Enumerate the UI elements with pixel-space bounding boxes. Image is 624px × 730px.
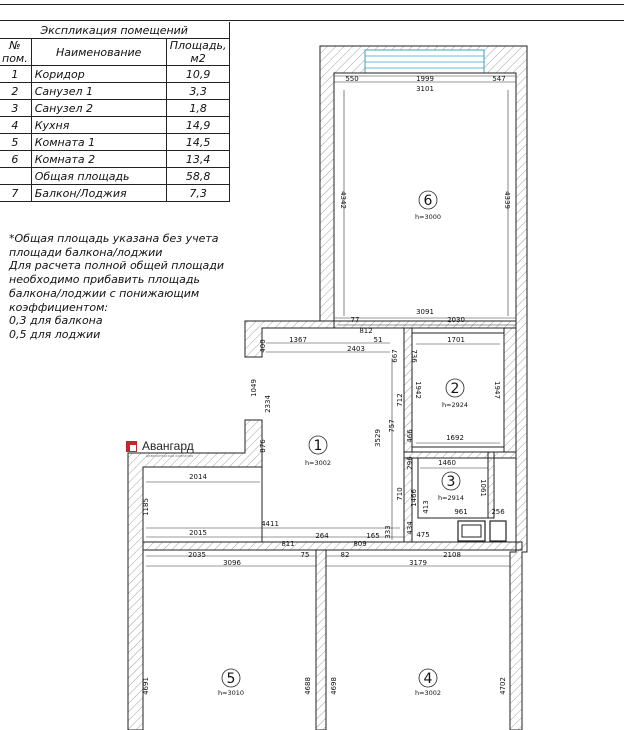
table-row: 5 Комната 1 14,5 bbox=[0, 134, 230, 151]
dimension-label: 1947 bbox=[493, 381, 501, 399]
svg-text:3: 3 bbox=[446, 474, 456, 490]
dimension-label: 2030 bbox=[447, 316, 465, 324]
dimension-label: 1061 bbox=[479, 479, 487, 497]
svg-text:h=3010: h=3010 bbox=[217, 689, 245, 697]
dimension-label: 2108 bbox=[443, 551, 461, 559]
dimension-label: 4691 bbox=[142, 677, 150, 695]
dimension-label: 51 bbox=[373, 336, 383, 344]
dimension-label: 1185 bbox=[142, 498, 150, 516]
dimension-label: 296 bbox=[406, 456, 414, 470]
dimension-label: 1701 bbox=[447, 336, 465, 344]
dimension-label: 667 bbox=[391, 349, 399, 363]
dimension-label: 165 bbox=[366, 532, 380, 540]
dimension-label: 3529 bbox=[374, 429, 382, 447]
dimension-label: 712 bbox=[396, 393, 404, 407]
room-marker-3 bbox=[438, 472, 464, 502]
dimension-label: 75 bbox=[300, 551, 310, 559]
column-header-area: Площадь, м2 bbox=[166, 39, 230, 66]
dimension-label: 1466 bbox=[410, 489, 418, 507]
dimension-label: 3091 bbox=[416, 308, 434, 316]
dimension-label: 77 bbox=[350, 316, 360, 324]
dimension-label: 4702 bbox=[499, 677, 507, 695]
svg-text:1: 1 bbox=[313, 438, 323, 454]
note-line: площади балкона/лоджии bbox=[9, 245, 163, 259]
note-line: *Общая площадь указана без учета bbox=[9, 232, 219, 245]
svg-text:2: 2 bbox=[450, 381, 460, 397]
dimension-label: 1049 bbox=[250, 379, 258, 397]
table-row: 6 Комната 2 13,4 bbox=[0, 151, 230, 168]
dimension-label: 1692 bbox=[446, 434, 464, 442]
svg-text:h=3002: h=3002 bbox=[304, 459, 332, 467]
dimension-label: 547 bbox=[492, 75, 506, 83]
table-row: 7 Балкон/Лоджия 7,3 bbox=[0, 185, 230, 202]
dimension-label: 1999 bbox=[416, 75, 434, 83]
dimension-label: 4698 bbox=[330, 677, 338, 695]
dimension-label: 1367 bbox=[289, 336, 307, 344]
room-marker-5 bbox=[218, 669, 244, 697]
svg-text:h=3002: h=3002 bbox=[414, 689, 442, 697]
dimension-label: 811 bbox=[281, 540, 295, 548]
dimension-label: 3179 bbox=[409, 559, 427, 567]
logo-tagline: девелоперская компания bbox=[146, 454, 194, 458]
svg-text:6: 6 bbox=[423, 193, 433, 209]
dimension-label: 475 bbox=[416, 531, 430, 539]
dimension-label: 4688 bbox=[304, 677, 312, 695]
dimension-label: 961 bbox=[454, 508, 468, 516]
note-line: Для расчета полной общей площади bbox=[9, 259, 225, 273]
dimension-label: 264 bbox=[315, 532, 329, 540]
dimension-label: 2035 bbox=[188, 551, 206, 559]
svg-text:h=2914: h=2914 bbox=[437, 494, 465, 502]
dimension-label: 757 bbox=[388, 419, 396, 433]
dimension-label: 2334 bbox=[264, 395, 272, 413]
dimension-label: 550 bbox=[345, 75, 359, 83]
dimension-label: 333 bbox=[384, 525, 392, 539]
room-marker-4 bbox=[415, 669, 441, 697]
dimension-label: 400 bbox=[259, 339, 267, 353]
dimension-label: 1460 bbox=[438, 459, 456, 467]
table-row: 4 Кухня 14,9 bbox=[0, 117, 230, 134]
room-marker-2 bbox=[442, 379, 468, 409]
room-marker-1 bbox=[305, 436, 331, 467]
dimension-label: 4339 bbox=[503, 191, 511, 209]
dimension-label: 710 bbox=[396, 487, 404, 501]
dimension-label: 736 bbox=[410, 349, 418, 363]
note-line: 0,5 для лоджии bbox=[9, 327, 101, 341]
table-caption: Экспликация помещений bbox=[0, 22, 230, 39]
dimension-label: 4342 bbox=[339, 191, 347, 209]
note-line: необходимо прибавить площадь bbox=[9, 273, 201, 287]
dimension-label: 3096 bbox=[223, 559, 241, 567]
note-line: коэффициентом: bbox=[9, 300, 109, 314]
table-row-total: Общая площадь 58,8 bbox=[0, 168, 230, 185]
table-row: 2 Санузел 1 3,3 bbox=[0, 83, 230, 100]
room-marker-6 bbox=[415, 191, 441, 221]
svg-text:5: 5 bbox=[226, 671, 236, 687]
logo-name: Авангард bbox=[142, 439, 194, 453]
column-header-name: Наименование bbox=[31, 39, 166, 66]
dimension-label: 809 bbox=[353, 540, 367, 548]
dimension-label: 413 bbox=[422, 500, 430, 514]
exterior-walls bbox=[128, 46, 527, 730]
svg-text:h=3000: h=3000 bbox=[414, 213, 442, 221]
dimension-label: 256 bbox=[491, 508, 505, 516]
table-row: 3 Санузел 2 1,8 bbox=[0, 100, 230, 117]
svg-text:h=2924: h=2924 bbox=[441, 401, 469, 409]
dimension-label: 434 bbox=[406, 521, 414, 535]
dimension-label: 812 bbox=[359, 327, 373, 335]
column-header-num: № пом. bbox=[0, 39, 31, 66]
note-line: 0,3 для балкона bbox=[9, 314, 103, 328]
svg-text:4: 4 bbox=[423, 671, 433, 687]
table-row: 1 Коридор 10,9 bbox=[0, 66, 230, 83]
dimension-label: 1942 bbox=[414, 381, 422, 399]
dimension-label: 466 bbox=[406, 429, 414, 443]
window-top bbox=[365, 50, 484, 73]
dimension-label: 3101 bbox=[416, 85, 434, 93]
note-line: балкона/лоджии с понижающим bbox=[9, 286, 200, 300]
dimension-label: 2015 bbox=[189, 529, 207, 537]
dimension-label: 82 bbox=[340, 551, 350, 559]
dimension-label: 876 bbox=[259, 439, 267, 453]
dimension-label: 4411 bbox=[261, 520, 279, 528]
dimension-label: 2014 bbox=[189, 473, 207, 481]
dimension-label: 2403 bbox=[347, 345, 365, 353]
